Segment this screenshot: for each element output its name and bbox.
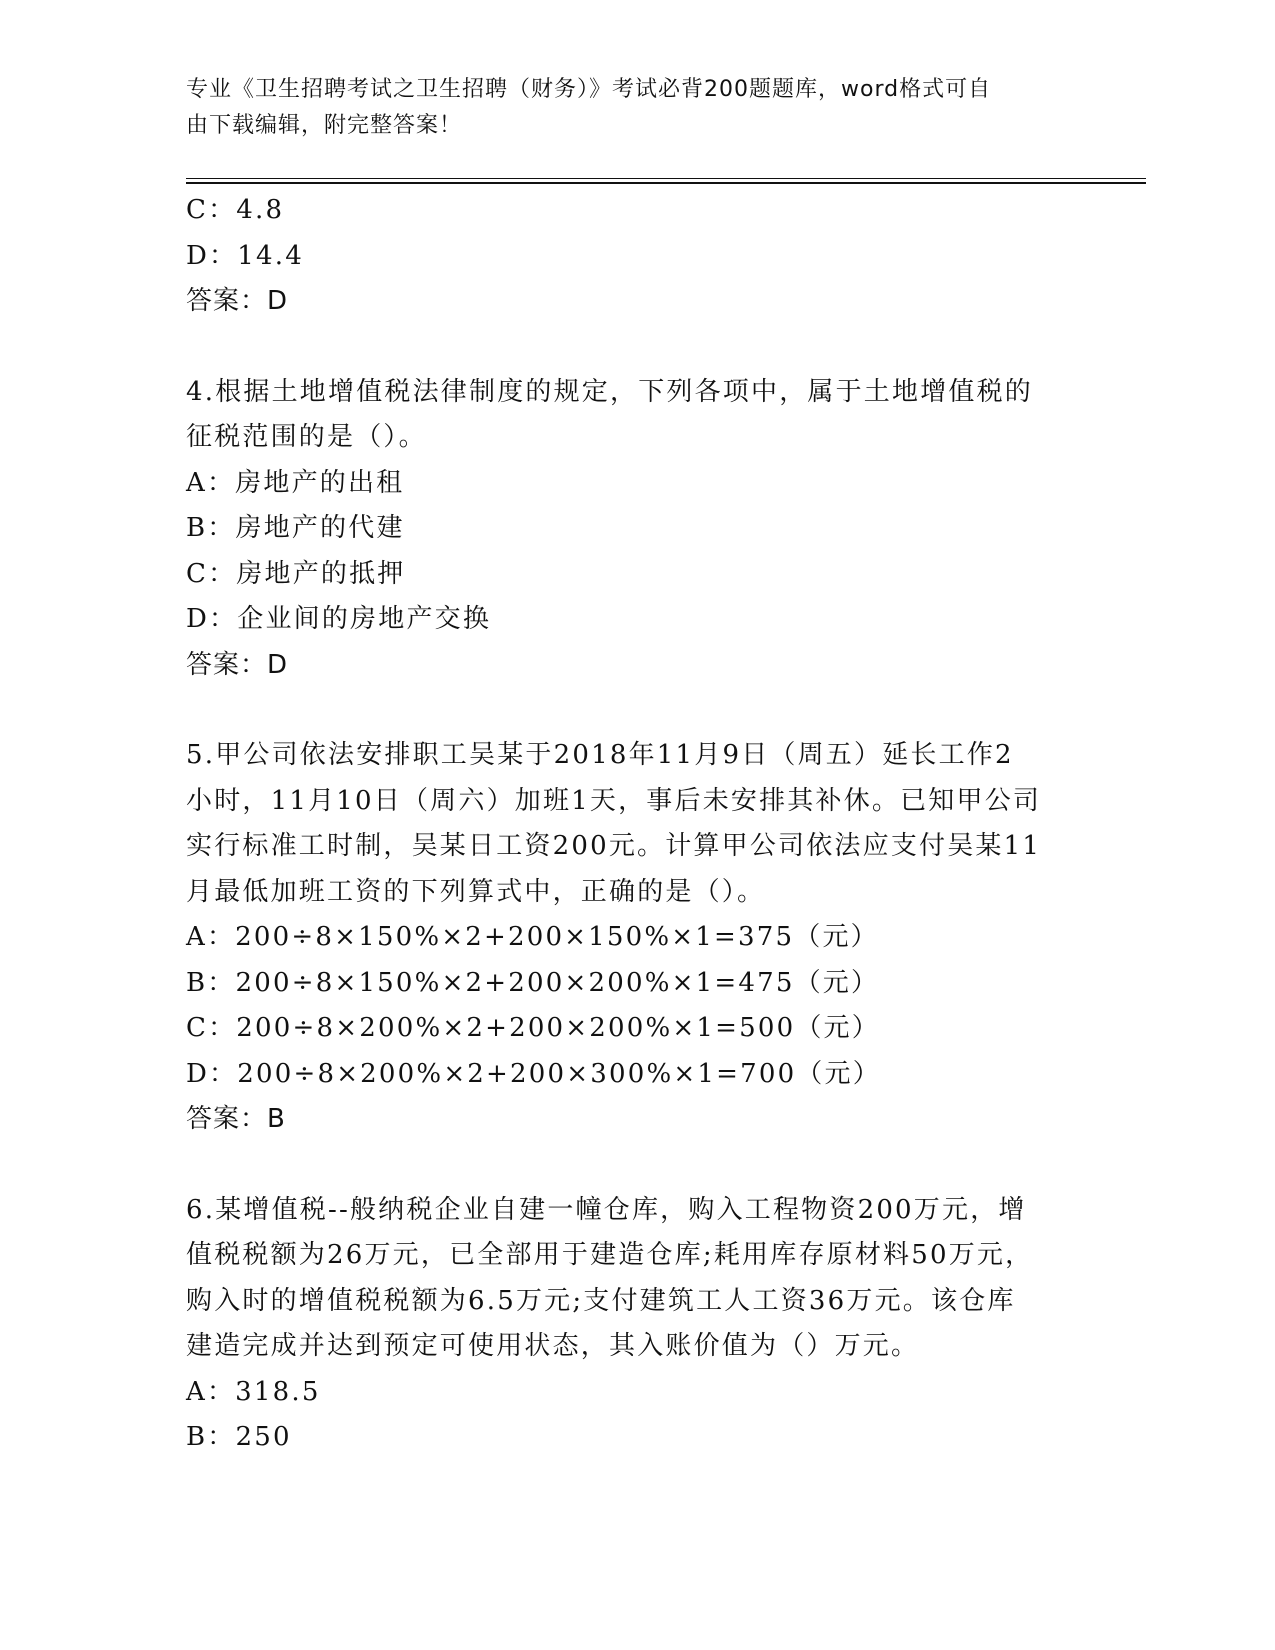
option-b: B：房地产的代建 [186,513,405,543]
question-stem-line: 5.甲公司依法安排职工吴某于2018年11月9日（周五）延长工作2 [186,740,1014,770]
document-header [186,72,1066,144]
option-c: C：4.8 [186,195,285,225]
option-a: A：房地产的出租 [186,467,405,498]
option-c: C：房地产的抵押 [186,558,406,589]
question-stem-line: 征税范围的是（）。 [186,422,427,452]
answer: 答案：D [186,649,289,680]
option-d: D：200÷8×200%×2+200×300%×1=700（元） [186,1058,881,1089]
header-line-2: 由下载编辑，附完整答案！ [186,113,463,138]
question-3-tail [186,188,1086,325]
option-d: D：14.4 [186,240,304,271]
question-stem-line: 值税税额为26万元，已全部用于建造仓库;耗用库存原材料50万元， [186,1240,1034,1270]
answer: 答案：B [186,1104,286,1134]
option-a: A：200÷8×150%×2+200×150%×1=375（元） [186,922,879,952]
question-stem-line: 小时，11月10日（周六）加班1天，事后未安排其补休。已知甲公司 [186,785,1042,816]
option-b: B：250 [186,1422,292,1452]
question-stem-line: 4.根据土地增值税法律制度的规定，下列各项中，属于土地增值税的 [186,376,1034,407]
question-stem-line: 实行标准工时制，吴某日工资200元。计算甲公司依法应支付吴某11 [186,831,1042,861]
option-a: A：318.5 [186,1376,321,1407]
question-stem-line: 建造完成并达到预定可使用状态，其入账价值为（）万元。 [186,1331,920,1361]
answer: 答案：D [186,286,289,316]
question-list [186,188,1086,1461]
option-b: B：200÷8×150%×2+200×200%×1=475（元） [186,967,880,998]
question-5 [186,733,1086,1143]
option-d: D：企业间的房地产交换 [186,604,492,634]
option-c: C：200÷8×200%×2+200×200%×1=500（元） [186,1013,880,1043]
question-6 [186,1188,1086,1461]
header-divider-thin [186,178,1146,179]
header-divider-thick [186,182,1146,184]
question-stem-line: 购入时的增值税税额为6.5万元;支付建筑工人工资36万元。该仓库 [186,1285,1016,1316]
question-stem-line: 6.某增值税--般纳税企业自建一幢仓库，购入工程物资200万元，增 [186,1194,1027,1225]
spacer [186,325,1086,370]
header-line-1: 专业《卫生招聘考试之卫生招聘（财务）》考试必背200题题库，word格式可自 [186,77,992,102]
question-stem-line: 月最低加班工资的下列算式中，正确的是（）。 [186,876,766,907]
question-4 [186,370,1086,689]
spacer [186,1143,1086,1188]
spacer [186,688,1086,733]
